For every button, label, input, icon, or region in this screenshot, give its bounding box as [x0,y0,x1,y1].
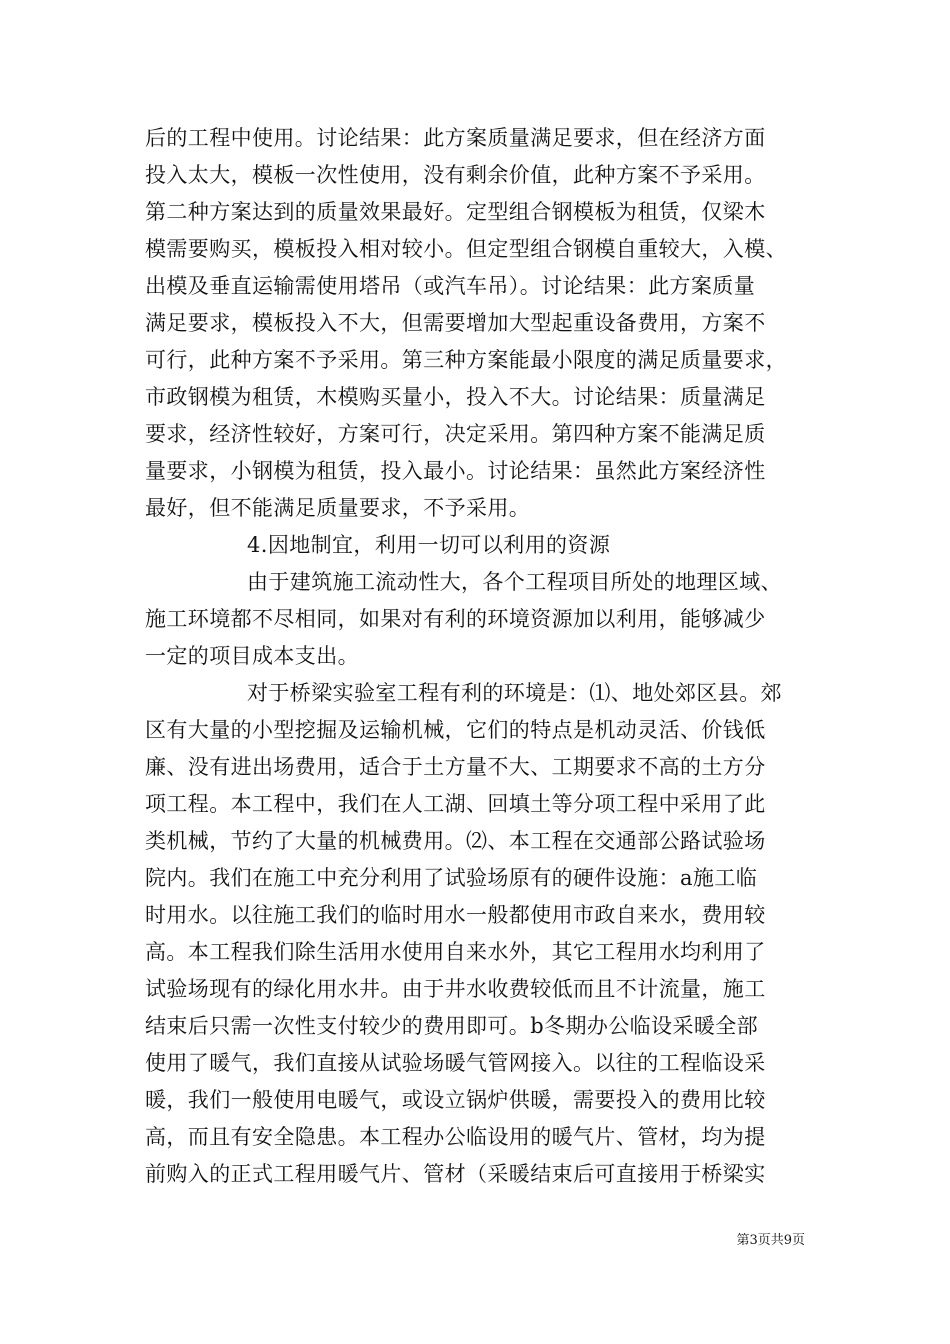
text-line: 院内。我们在施工中充分利用了试验场原有的硬件设施：a施工临 [145,866,758,890]
text-line: 模需要购买，模板投入相对较小。但定型组合钢模自重较大，入模、 [145,237,787,261]
text-line: 试验场现有的绿化用水井。由于井水收费较低而且不计流量，施工 [145,977,766,1001]
text-line: 后的工程中使用。讨论结果：此方案质量满足要求，但在经济方面 [145,126,766,150]
section-heading: 4.因地制宜，利用一切可以利用的资源 [247,533,611,557]
text-line: 高，而且有安全隐患。本工程办公临设用的暖气片、管材，均为提 [145,1125,766,1149]
text-line: 出模及垂直运输需使用塔吊（或汽车吊）。讨论结果：此方案质量 [145,274,756,298]
text-line: 使用了暖气，我们直接从试验场暖气管网接入。以往的工程临设采 [145,1051,766,1075]
text-line: 暖，我们一般使用电暖气，或设立锅炉供暖，需要投入的费用比较 [145,1088,766,1112]
text-line: 对于桥梁实验室工程有利的环境是：⑴、地处郊区县。郊 [247,681,782,705]
text-line: 一定的项目成本支出。 [145,644,359,668]
text-line: 量要求，小钢模为租赁，投入最小。讨论结果：虽然此方案经济性 [145,459,766,483]
text-line: 类机械，节约了大量的机械费用。⑵、本工程在交通部公路试验场 [145,829,766,853]
text-line: 要求，经济性较好，方案可行，决定采用。第四种方案不能满足质 [145,422,766,446]
text-line: 廉、没有进出场费用，适合于土方量不大、工期要求不高的土方分 [145,755,766,779]
text-line: 满足要求，模板投入不大，但需要增加大型起重设备费用，方案不 [145,311,766,335]
text-line: 项工程。本工程中，我们在人工湖、回填土等分项工程中采用了此 [145,792,766,816]
text-line: 时用水。以往施工我们的临时用水一般都使用市政自来水，费用较 [145,903,766,927]
text-line: 高。本工程我们除生活用水使用自来水外，其它工程用水均利用了 [145,940,766,964]
text-line: 可行，此种方案不予采用。第三种方案能最小限度的满足质量要求， [145,348,787,372]
text-line: 结束后只需一次性支付较少的费用即可。b冬期办公临设采暖全部 [145,1014,759,1038]
text-line: 市政钢模为租赁，木模购买量小，投入不大。讨论结果：质量满足 [145,385,766,409]
text-line: 由于建筑施工流动性大，各个工程项目所处的地理区域、 [247,570,782,594]
text-line: 前购入的正式工程用暖气片、管材（采暖结束后可直接用于桥梁实 [145,1162,766,1186]
text-line: 投入太大，模板一次性使用，没有剩余价值，此种方案不予采用。 [145,163,766,187]
text-line: 区有大量的小型挖掘及运输机械，它们的特点是机动灵活、价钱低 [145,718,766,742]
page-number-footer: 第3页共9页 [736,1233,805,1248]
text-line: 施工环境都不尽相同，如果对有利的环境资源加以利用，能够减少 [145,607,766,631]
text-line: 最好，但不能满足质量要求，不予采用。 [145,496,531,520]
text-line: 第二种方案达到的质量效果最好。定型组合钢模板为租赁，仅梁木 [145,200,766,224]
